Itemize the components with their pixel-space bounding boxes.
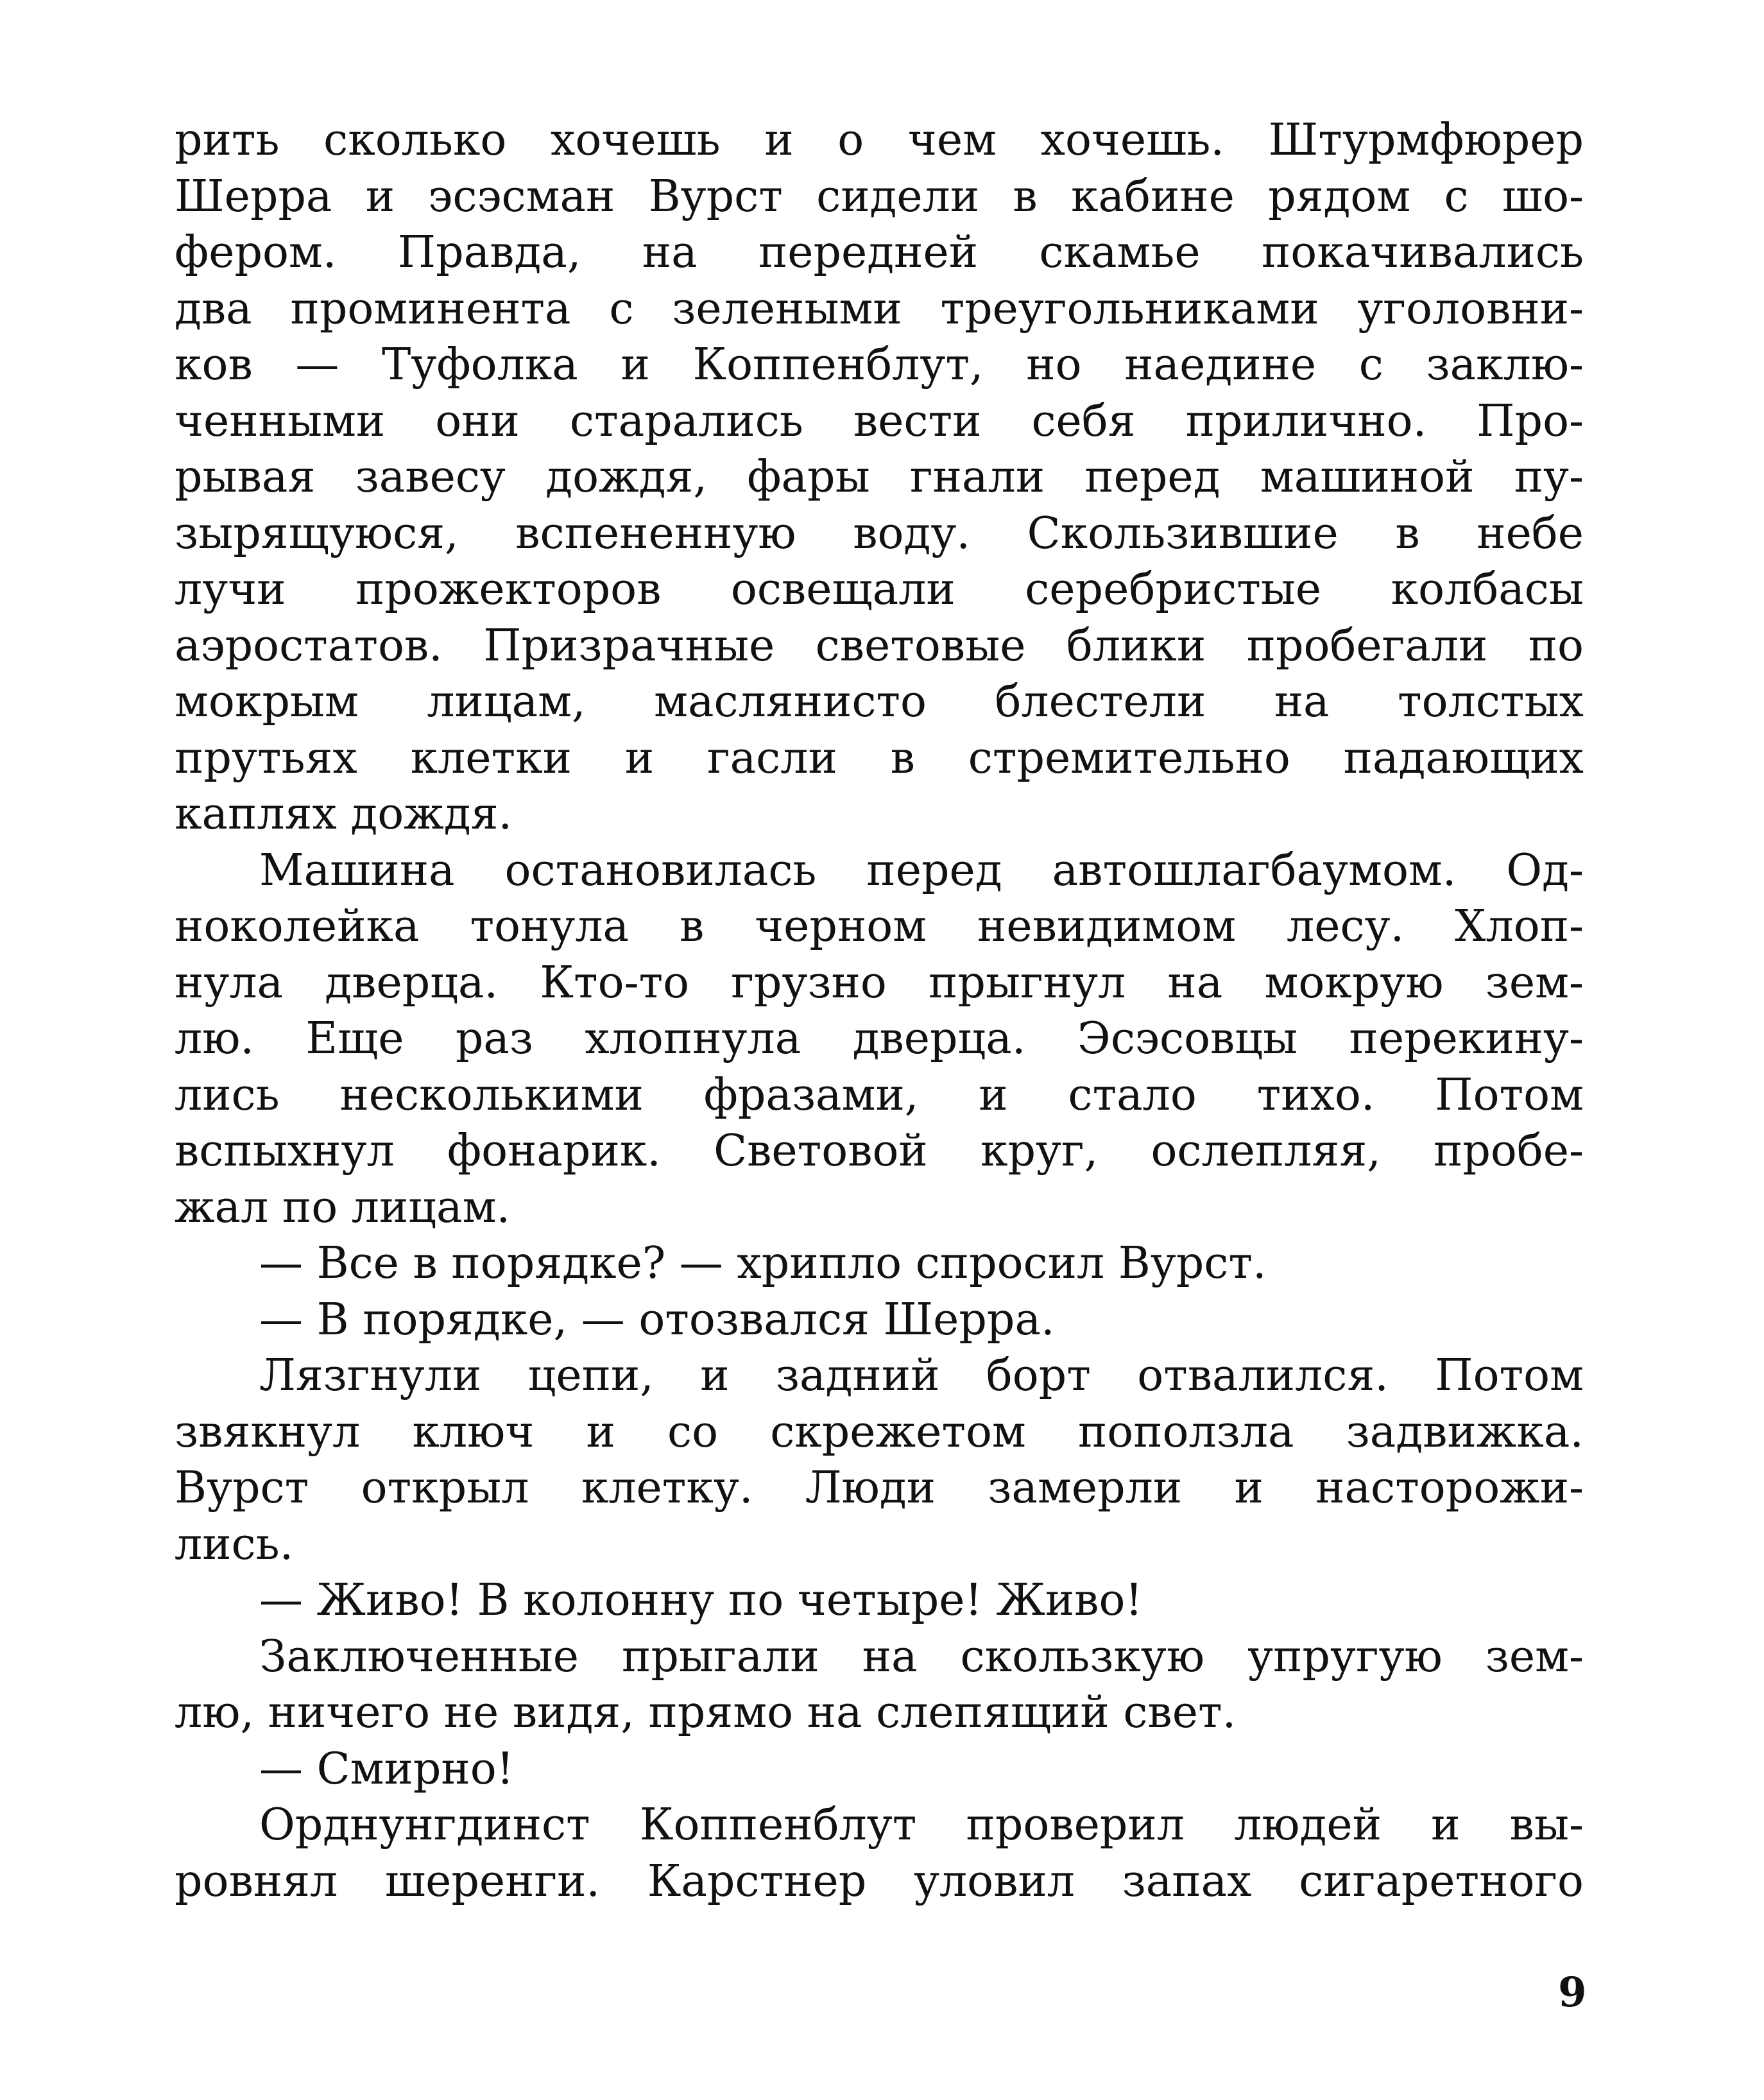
text-line: аэростатов. Призрачные световые блики пробегали по bbox=[175, 620, 1584, 671]
text-line: лучи прожекторов освещали серебристые колбасы bbox=[175, 564, 1584, 615]
text-line: ровнял шеренги. Карстнер уловил запах сигаретного bbox=[175, 1855, 1584, 1907]
text-line: Заключенные прыгали на скользкую упругую зем- bbox=[259, 1631, 1584, 1682]
text-line: рить сколько хочешь и о чем хочешь. Штурмфюрер bbox=[175, 115, 1584, 166]
text-line: мокрым лицам, маслянисто блестели на толстых bbox=[175, 676, 1584, 727]
text-line: ноколейка тонула в черном невидимом лесу. Хлоп- bbox=[175, 901, 1584, 952]
text-line: Вурст открыл клетку. Люди замерли и насторожи- bbox=[175, 1463, 1584, 1513]
text-line: ков — Туфолка и Коппенблут, но наедине с заклю- bbox=[175, 340, 1584, 390]
text-line: два проминента с зелеными треугольниками уголовни- bbox=[175, 283, 1584, 334]
text-line: лись. bbox=[175, 1519, 294, 1570]
text-line: нула дверца. Кто-то грузно прыгнул на мокрую зем- bbox=[175, 957, 1584, 1008]
text-line: лю, ничего не видя, прямо на слепящий свет. bbox=[175, 1687, 1237, 1738]
text-line: жал по лицам. bbox=[175, 1182, 511, 1233]
text-line: Орднунгдинст Коппенблут проверил людей и вы- bbox=[259, 1800, 1584, 1850]
page-number: 9 bbox=[1558, 1968, 1587, 2017]
text-line: лись несколькими фразами, и стало тихо. Потом bbox=[175, 1069, 1584, 1121]
text-line: каплях дождя. bbox=[175, 789, 513, 839]
text-line: Шерра и эсэсман Вурст сидели в кабине рядом с шо- bbox=[175, 171, 1584, 222]
text-line: — Все в порядке? — хрипло спросил Вурст. bbox=[259, 1238, 1267, 1289]
page-text-block bbox=[175, 112, 1584, 1909]
text-line: — Смирно! bbox=[259, 1743, 514, 1794]
text-line: — В порядке, — отозвался Шерра. bbox=[259, 1294, 1055, 1345]
text-line: звякнул ключ и со скрежетом поползла задвижка. bbox=[175, 1406, 1584, 1458]
text-line: прутьях клетки и гасли в стремительно падающих bbox=[175, 732, 1584, 784]
text-line: ченными они старались вести себя прилично. Про- bbox=[175, 395, 1584, 447]
text-line: Машина остановилась перед автошлагбаумом. Од- bbox=[259, 845, 1584, 896]
text-line: зырящуюся, вспененную воду. Скользившие в небе bbox=[175, 508, 1584, 559]
text-line: вспыхнул фонарик. Световой круг, ослепляя, пробе- bbox=[175, 1126, 1584, 1176]
text-line: рывая завесу дождя, фары гнали перед машиной пу- bbox=[175, 452, 1584, 503]
text-line: фером. Правда, на передней скамье покачивались bbox=[175, 227, 1584, 278]
text-line: лю. Еще раз хлопнула дверца. Эсэсовцы перекину- bbox=[175, 1013, 1584, 1064]
text-line: Лязгнули цепи, и задний борт отвалился. Потом bbox=[259, 1350, 1584, 1401]
text-line: — Живо! В колонну по четыре! Живо! bbox=[259, 1575, 1143, 1626]
